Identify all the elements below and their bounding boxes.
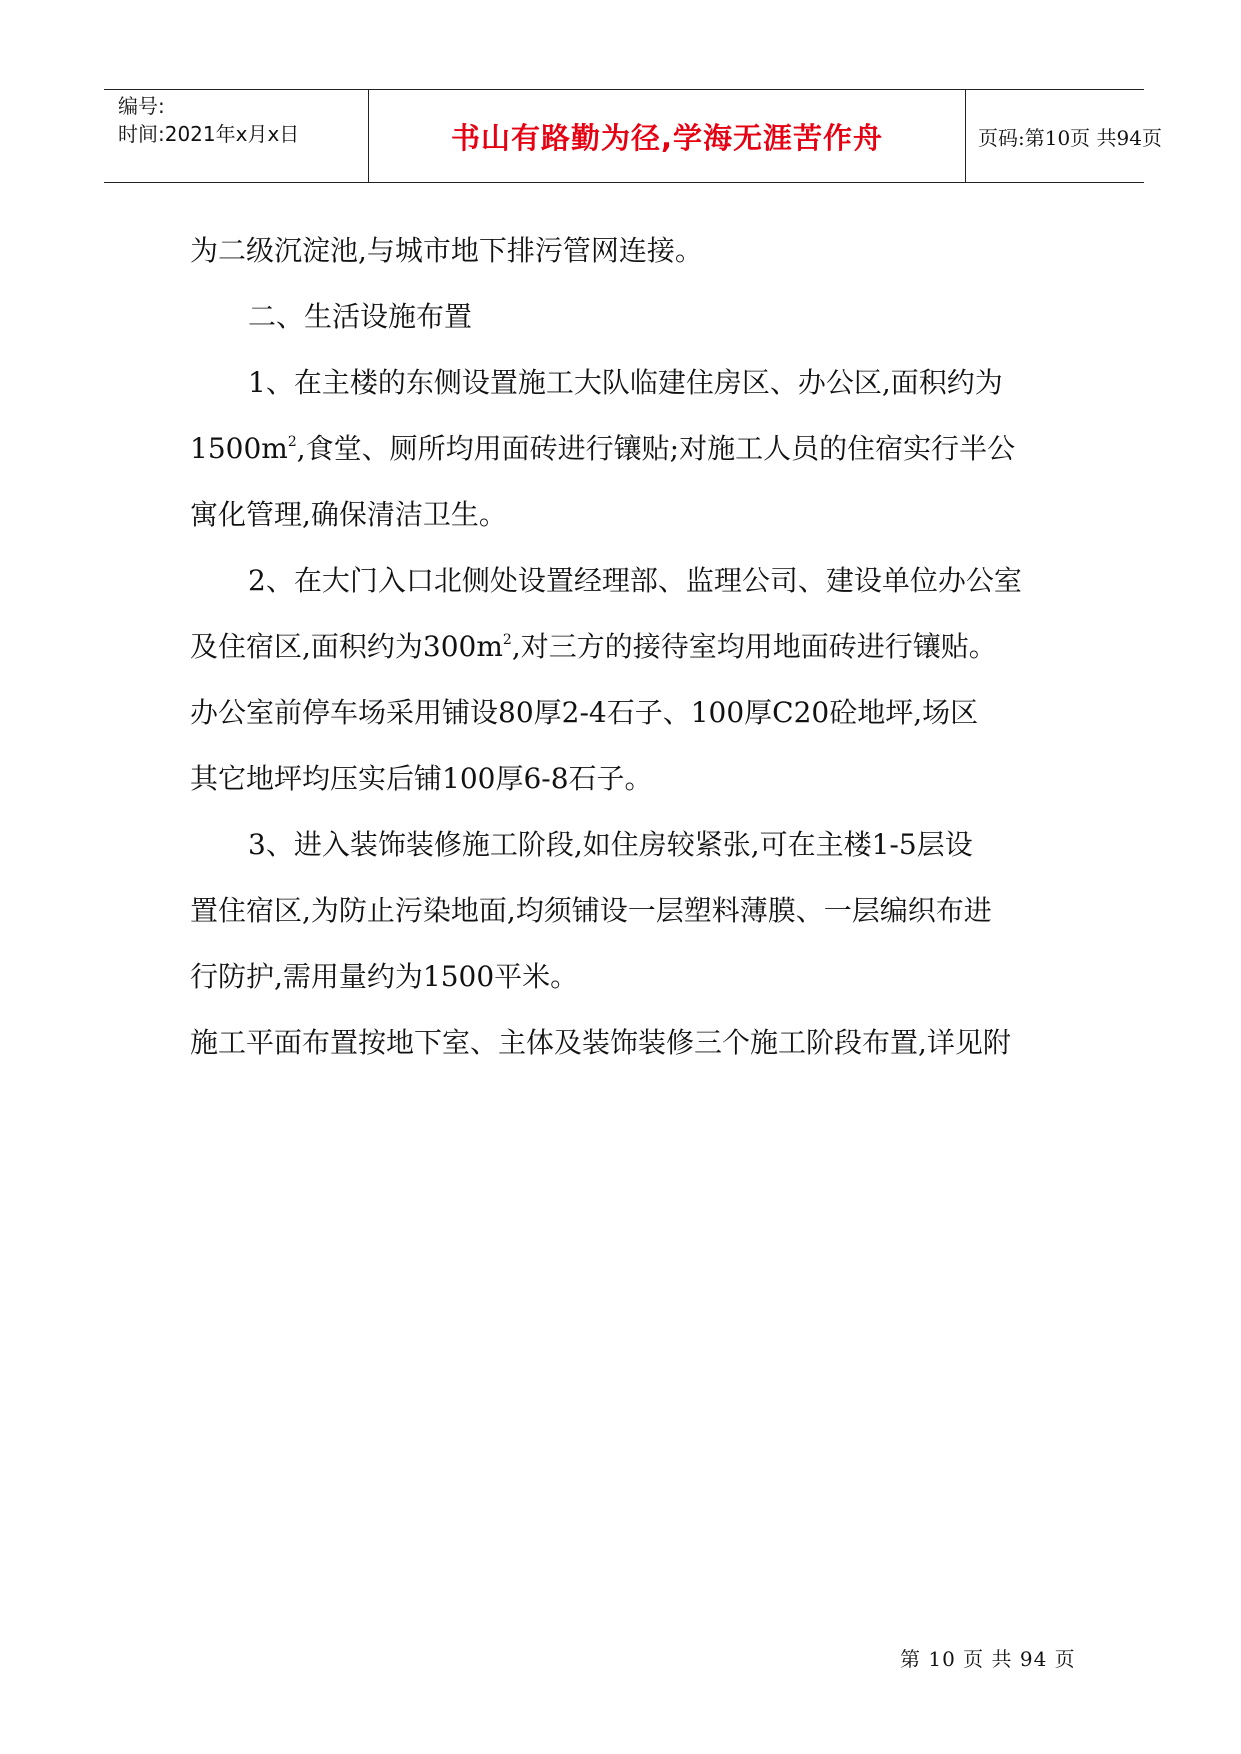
page-footer: 第 10 页 共 94 页 <box>900 1647 1076 1671</box>
body-line: 行防护,需用量约为1500平米。 <box>190 960 579 993</box>
body-line: 其它地坪均压实后铺100厚6-8石子。 <box>190 762 653 795</box>
document-body <box>190 218 1070 1076</box>
body-text: ,食堂、厕所均用面砖进行镶贴;对施工人员的住宿实行半公 <box>296 432 1016 465</box>
document-time-label: 时间:2021年x月x日 <box>118 122 300 146</box>
body-line: 办公室前停车场采用铺设80厚2-4石子、100厚C20砼地坪,场区 <box>190 696 979 729</box>
section-heading: 二、生活设施布置 <box>248 300 473 333</box>
area-value: 1500m <box>190 432 288 465</box>
superscript: 2 <box>502 632 512 648</box>
header-meta <box>104 90 369 182</box>
document-number-label: 编号: <box>118 94 165 118</box>
body-line: 寓化管理,确保清洁卫生。 <box>190 498 507 531</box>
body-line: 置住宿区,为防止污染地面,均须铺设一层塑料薄膜、一层编织布进 <box>190 894 992 927</box>
superscript: 2 <box>287 434 297 450</box>
body-line: 1、在主楼的东侧设置施工大队临建住房区、办公区,面积约为 <box>248 366 1003 399</box>
body-line <box>190 416 1070 482</box>
body-line: 2、在大门入口北侧处设置经理部、监理公司、建设单位办公室 <box>248 564 1022 597</box>
body-line <box>190 614 1070 680</box>
body-text: 及住宿区,面积约为300m <box>190 630 503 663</box>
body-line: 施工平面布置按地下室、主体及装饰装修三个施工阶段布置,详见附 <box>190 1026 1011 1059</box>
page-header <box>104 89 1162 183</box>
header-page-info: 页码:第10页 共94页 <box>978 125 1162 150</box>
body-line: 为二级沉淀池,与城市地下排污管网连接。 <box>190 234 703 267</box>
header-motto-cell <box>369 90 966 182</box>
header-motto: 书山有路勤为径,学海无涯苦作舟 <box>450 120 884 155</box>
header-page-info-cell <box>966 90 1162 182</box>
body-line: 3、进入装饰装修施工阶段,如住房较紧张,可在主楼1-5层设 <box>248 828 973 861</box>
body-text: ,对三方的接待室均用地面砖进行镶贴。 <box>511 630 997 663</box>
